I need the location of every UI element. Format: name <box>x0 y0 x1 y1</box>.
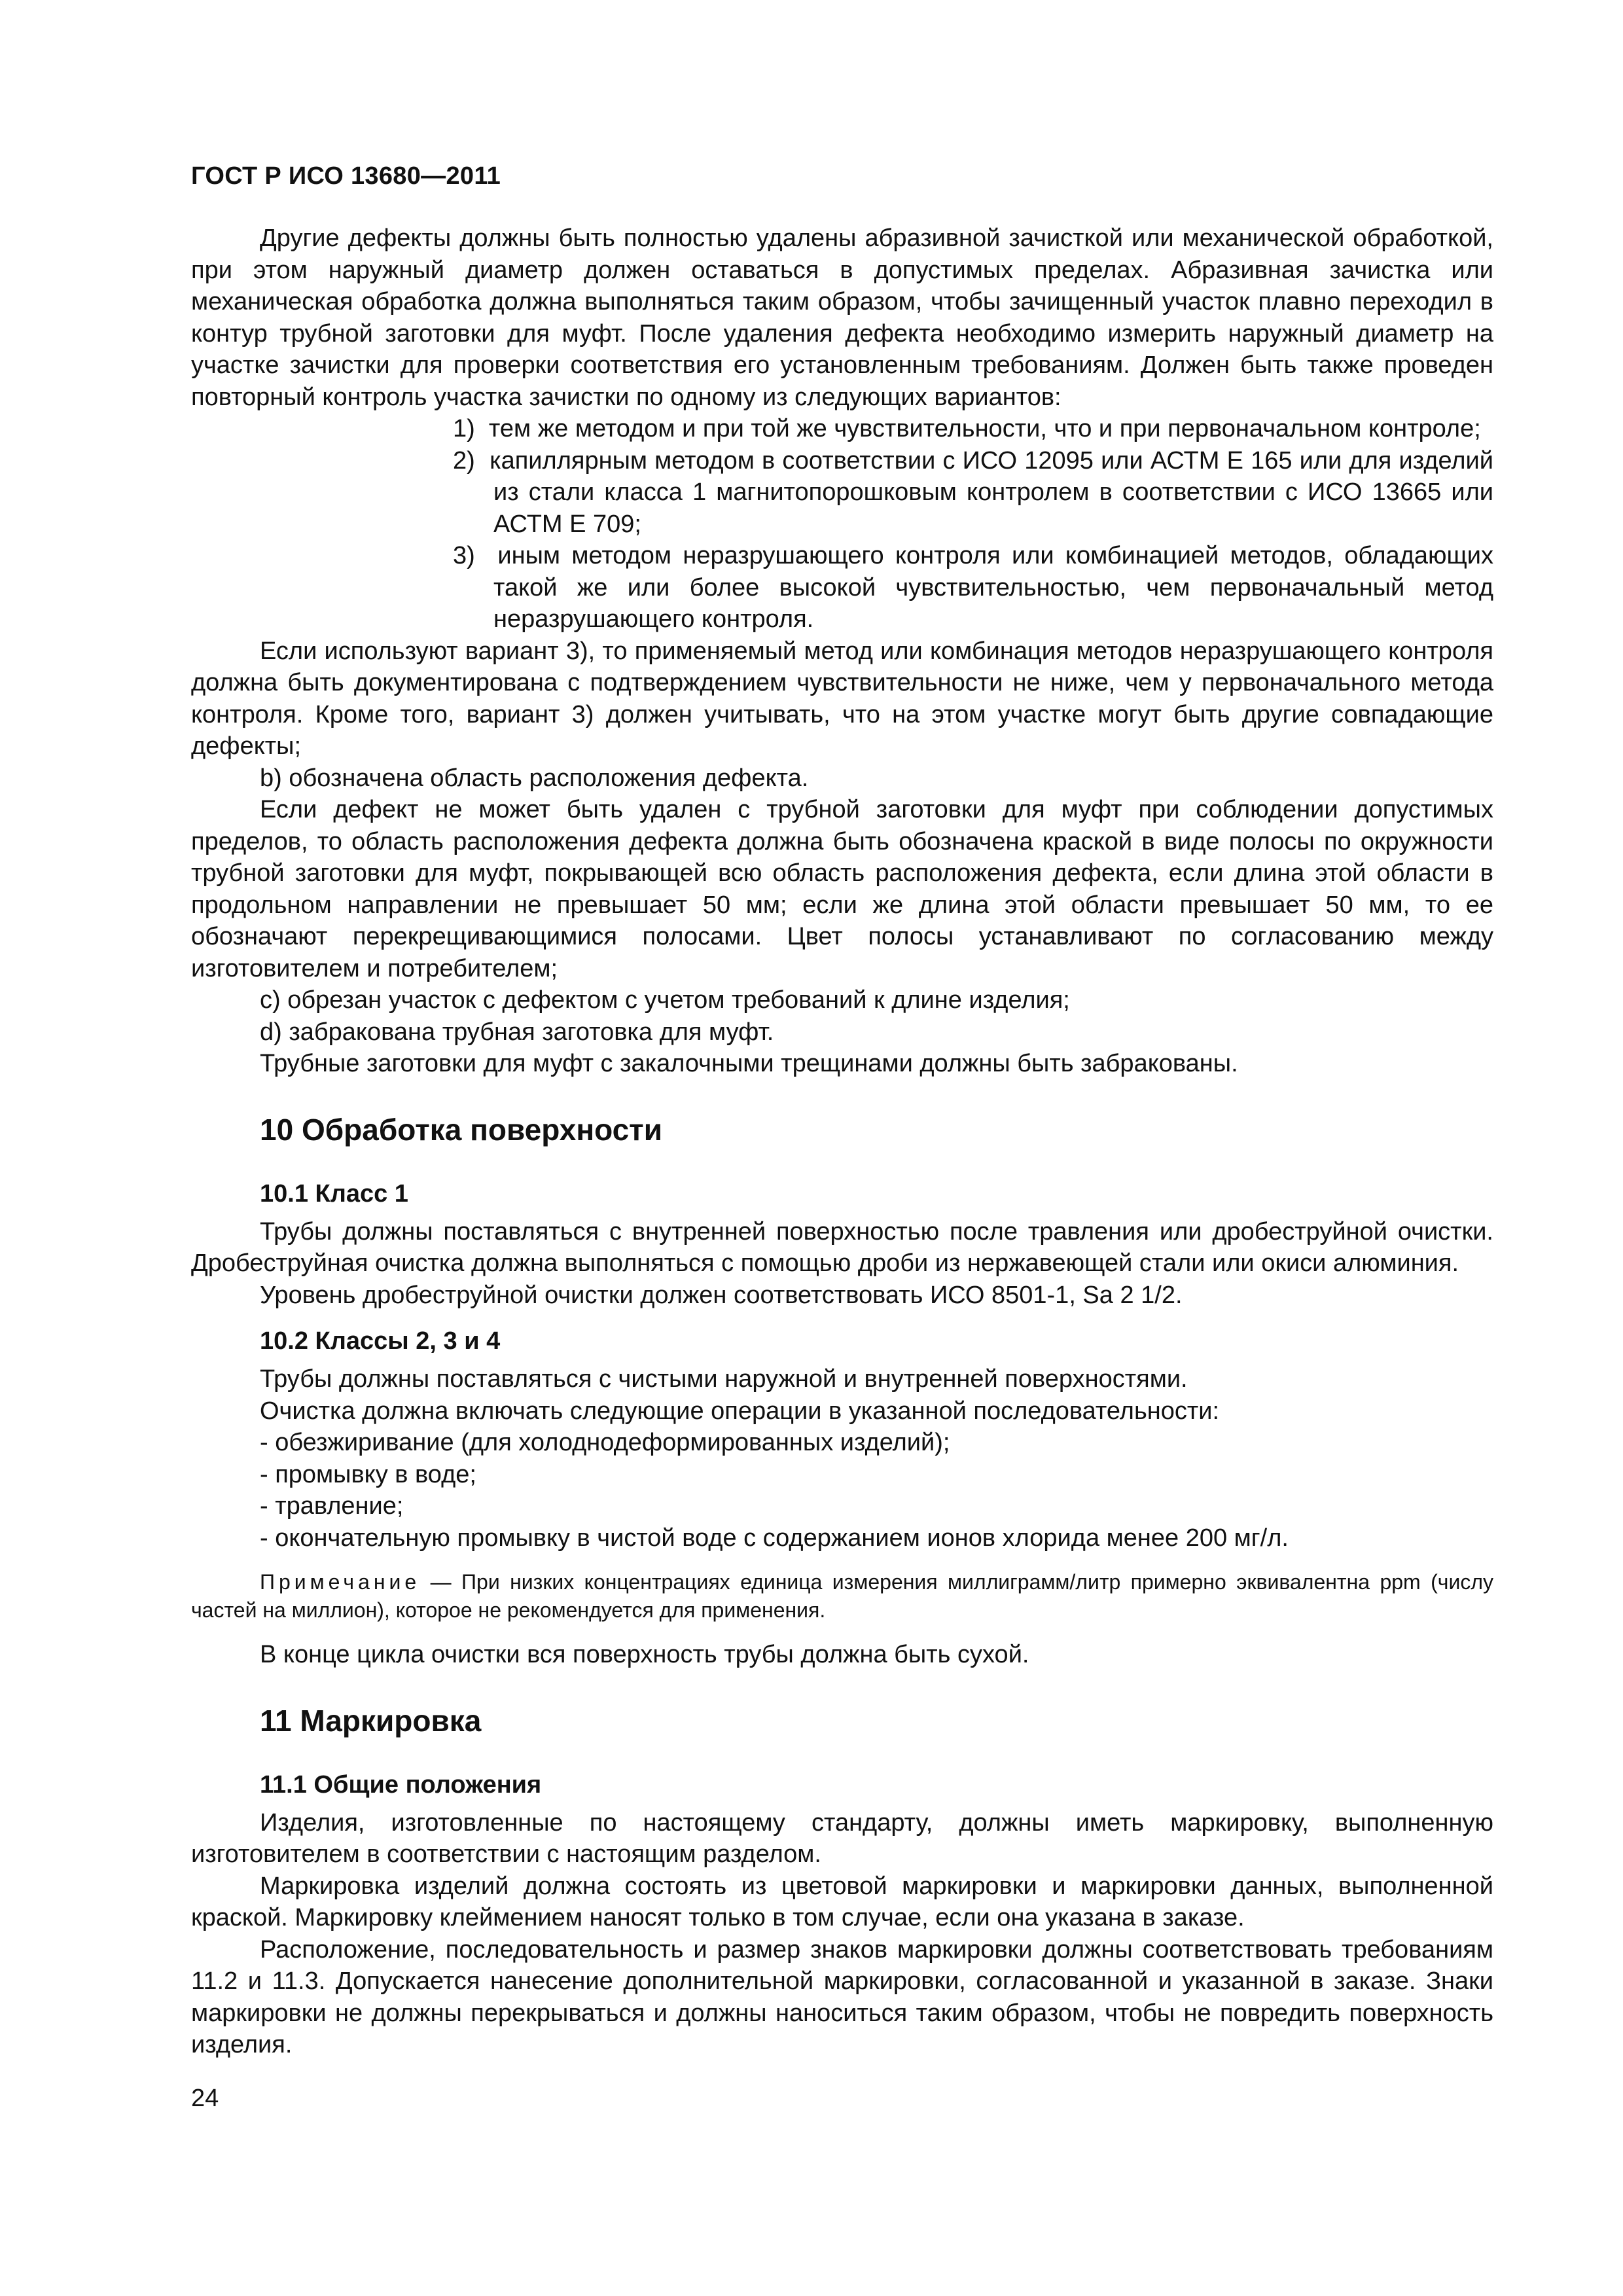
subsection-heading-10-1: 10.1 Класс 1 <box>260 1179 408 1208</box>
operation-item: - травление; <box>260 1492 404 1520</box>
section-heading-11: 11 Маркировка <box>260 1703 482 1738</box>
list-marker: 2) <box>453 446 475 475</box>
list-item-c: c) обрезан участок с дефектом с учетом требований к длине изделия; <box>260 986 1070 1014</box>
list-item <box>191 445 1493 541</box>
operation-item: - обезжиривание (для холоднодеформированных изделий); <box>260 1429 950 1456</box>
list-text: капиллярным методом в соответствии с ИСО 12095 или АСТМ Е 165 или для изделий из стали класса 1 магнитопорошковым контролем в соответствии с ИСО 13665 или АСТМ Е 709; <box>490 446 1493 538</box>
operation-item: - окончательную промывку в чистой воде с содержанием ионов хлорида менее 200 мг/л. <box>260 1524 1289 1552</box>
list-marker: 3) <box>453 542 475 569</box>
subsection-heading-11-1: 11.1 Общие положения <box>260 1770 542 1799</box>
paragraph: Трубные заготовки для муфт с закалочными трещинами должны быть забракованы. <box>260 1050 1238 1077</box>
list-item-d: d) забракована трубная заготовка для муфт. <box>260 1018 774 1046</box>
note-text: — При низких концентрациях единица измерения миллиграмм/литр примерно эквивалентна ppm (числу частей на миллион), которое не рекомендуется для применения. <box>191 1570 1493 1622</box>
numbered-list <box>191 413 1493 636</box>
list-text: иным методом неразрушающего контроля или комбинацией методов, обладающих такой же или более высокой чувствительностью, чем первоначальный метод неразрушающего контроля. <box>493 542 1493 633</box>
operation-item: - промывку в воде; <box>260 1460 476 1488</box>
list-item <box>191 413 1493 445</box>
paragraph: Трубы должны поставляться с внутренней поверхностью после травления или дробеструйной очистки. Дробеструйная очистка должна выполняться с помощью дроби из нержавеющей стали или окиси алюминия. <box>191 1217 1493 1277</box>
paragraph: Уровень дробеструйной очистки должен соответствовать ИСО 8501-1, Sa 2 1/2. <box>260 1281 1183 1309</box>
subsection-heading-10-2: 10.2 Классы 2, 3 и 4 <box>260 1327 501 1355</box>
list-marker: 1) <box>453 415 475 442</box>
paragraph: Очистка должна включать следующие операции в указанной последовательности: <box>260 1397 1220 1425</box>
paragraph: Маркировка изделий должна состоять из цветовой маркировки и маркировки данных, выполненной краской. Маркировку клеймением наносят только в том случае, если она указана в заказе. <box>191 1872 1493 1931</box>
page-number: 24 <box>191 2085 219 2112</box>
paragraph: Изделия, изготовленные по настоящему стандарту, должны иметь маркировку, выполненную изготовителем в соответствии с настоящим разделом. <box>191 1808 1493 1868</box>
list-item <box>191 540 1493 636</box>
paragraph: В конце цикла очистки вся поверхность трубы должна быть сухой. <box>260 1641 1029 1668</box>
paragraph: Если дефект не может быть удален с трубной заготовки для муфт при соблюдении допустимых пределов, то область расположения дефекта должна быть обозначена краской в виде полосы по окружности трубной заготовки для муфт, покрывающей всю область расположения дефекта, если длина этой области в продольном направлении не превышает 50 мм; если же длина этой области превышает 50 мм, то ее обозначают перекрещивающимися полосами. Цвет полосы устанавливают по согласованию между изготовителем и потребителем; <box>191 796 1493 982</box>
paragraph: Если используют вариант 3), то применяемый метод или комбинация методов неразрушающего контроля должна быть документирована с подтверждением чувствительности не ниже, чем у первоначального метода контроля. Кроме того, вариант 3) должен учитывать, что на этом участке могут быть другие совпадающие дефекты; <box>191 637 1493 760</box>
list-text: тем же методом и при той же чувствительности, что и при первоначальном контроле; <box>488 415 1481 442</box>
paragraph: Расположение, последовательность и размер знаков маркировки должны соответствовать требованиям 11.2 и 11.3. Допускается нанесение дополнительной маркировки, согласованной и указанной в заказе. Знаки маркировки не должны перекрываться и должны наноситься таким образом, чтобы не повредить поверхность изделия. <box>191 1935 1493 2058</box>
list-item-b: b) обозначена область расположения дефекта. <box>260 764 809 792</box>
section-heading-10: 10 Обработка поверхности <box>260 1112 662 1147</box>
document-body <box>191 223 1493 2061</box>
note-label: Примечание <box>260 1570 421 1594</box>
paragraph: Трубы должны поставляться с чистыми наружной и внутренней поверхностями. <box>260 1365 1188 1393</box>
note <box>191 1568 1493 1624</box>
paragraph: Другие дефекты должны быть полностью удалены абразивной зачисткой или механической обработкой, при этом наружный диаметр должен оставаться в допустимых пределах. Абразивная зачистка или механическая обработка должна выполняться таким образом, чтобы зачищенный участок плавно переходил в контур трубной заготовки для муфт. После удаления дефекта необходимо измерить наружный диаметр на участке зачистки для проверки соответствия его установленным требованиям. Должен быть также проведен повторный контроль участка зачистки по одному из следующих вариантов: <box>191 224 1493 411</box>
document-header: ГОСТ Р ИСО 13680—2011 <box>191 162 501 190</box>
